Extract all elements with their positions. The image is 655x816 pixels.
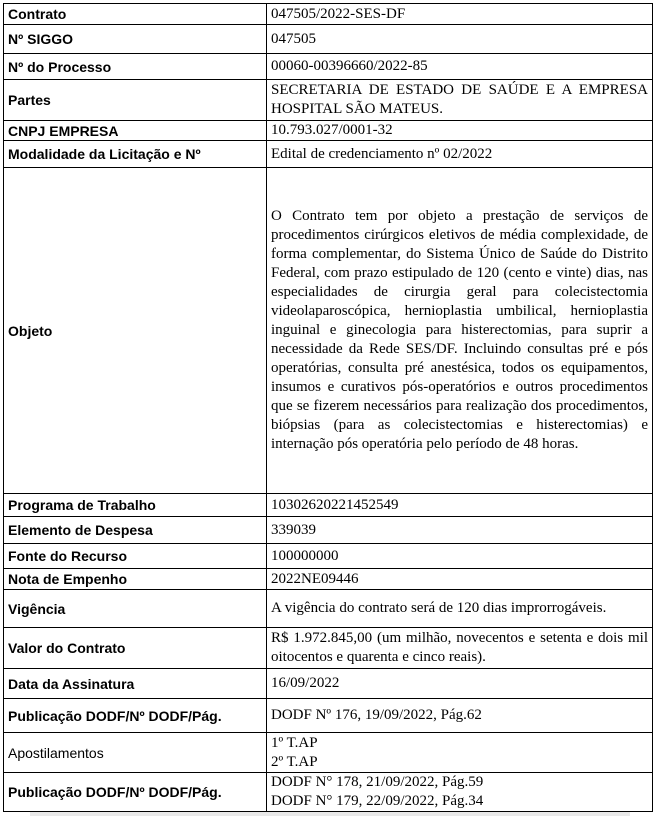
row-value: 00060-00396660/2022-85 xyxy=(267,54,653,80)
row-label: Partes xyxy=(4,80,267,121)
row-value: DODF Nº 176, 19/09/2022, Pág.62 xyxy=(267,699,653,733)
apostilamento-line: 2º T.AP xyxy=(271,753,318,770)
row-label: Contrato xyxy=(4,4,267,25)
table-row xyxy=(4,544,653,569)
row-label: Nota de Empenho xyxy=(4,569,267,590)
row-label: Nº SIGGO xyxy=(4,25,267,54)
apostilamento-line: 1º T.AP xyxy=(271,734,318,751)
row-value xyxy=(267,733,653,773)
table-row xyxy=(4,628,653,669)
table-row xyxy=(4,168,653,494)
table-row xyxy=(4,494,653,517)
table-row xyxy=(4,121,653,141)
table-row xyxy=(4,517,653,544)
row-label: Publicação DODF/Nº DODF/Pág. xyxy=(4,699,267,733)
row-label: Fonte do Recurso xyxy=(4,544,267,569)
table-row xyxy=(4,669,653,699)
page-edge-divider xyxy=(30,812,630,816)
row-value xyxy=(267,773,653,812)
table-row xyxy=(4,773,653,812)
row-label: Elemento de Despesa xyxy=(4,517,267,544)
table-row xyxy=(4,80,653,121)
row-value: 10302620221452549 xyxy=(267,494,653,517)
row-label: Publicação DODF/Nº DODF/Pág. xyxy=(4,773,267,812)
row-label: Programa de Trabalho xyxy=(4,494,267,517)
row-label: Objeto xyxy=(4,168,267,494)
row-value: 16/09/2022 xyxy=(267,669,653,699)
row-label: Data da Assinatura xyxy=(4,669,267,699)
row-label: Vigência xyxy=(4,590,267,628)
row-value: A vigência do contrato será de 120 dias improrrogáveis. xyxy=(267,590,653,628)
table-row xyxy=(4,569,653,590)
row-value: 339039 xyxy=(267,517,653,544)
table-row xyxy=(4,141,653,168)
row-value: 100000000 xyxy=(267,544,653,569)
row-value: SECRETARIA DE ESTADO DE SAÚDE E A EMPRESA HOSPITAL SÃO MATEUS. xyxy=(267,80,653,121)
publication-line: DODF N° 179, 22/09/2022, Pág.34 xyxy=(271,793,484,809)
publication-line: DODF N° 178, 21/09/2022, Pág.59 xyxy=(271,774,484,790)
row-label: Apostilamentos xyxy=(4,733,267,773)
row-label: Valor do Contrato xyxy=(4,628,267,669)
table-row xyxy=(4,54,653,80)
table-row xyxy=(4,699,653,733)
row-label: Nº do Processo xyxy=(4,54,267,80)
row-value: 047505 xyxy=(267,25,653,54)
row-label: CNPJ EMPRESA xyxy=(4,121,267,141)
table-row xyxy=(4,590,653,628)
row-value: R$ 1.972.845,00 (um milhão, novecentos e setenta e dois mil oitocentos e quarenta e cinco reais). xyxy=(267,628,653,669)
row-value: 10.793.027/0001-32 xyxy=(267,121,653,141)
row-value: 047505/2022-SES-DF xyxy=(267,4,653,25)
table-row xyxy=(4,4,653,25)
row-value: Edital de credenciamento nº 02/2022 xyxy=(267,141,653,168)
contract-summary-table xyxy=(3,3,653,812)
table-row xyxy=(4,733,653,773)
table-row xyxy=(4,25,653,54)
row-value: O Contrato tem por objeto a prestação de serviços de procedimentos cirúrgicos eletivos de média complexidade, de forma complementar, do Sistema Único de Saúde do Distrito Federal, com prazo estipulado de 120 (cento e vinte) dias, nas especialidades de cirurgia geral para colecistectomia videolaparoscópica, hernioplastia umbilical, hernioplastia inguinal e ginecologia para histerectomias, para suprir a necessidade da Rede SES/DF. Incluindo consultas pré e pós operatórias, consulta pré anestésica, todos os equipamentos, insumos e curativos pós-operatórios e outros procedimentos que se fizerem necessários para realização dos procedimentos, biópsias (para as colecistectomias e histerectomias) e internação pós operatória pelo período de 48 horas. xyxy=(267,168,653,494)
row-label: Modalidade da Licitação e Nº xyxy=(4,141,267,168)
row-value: 2022NE09446 xyxy=(267,569,653,590)
